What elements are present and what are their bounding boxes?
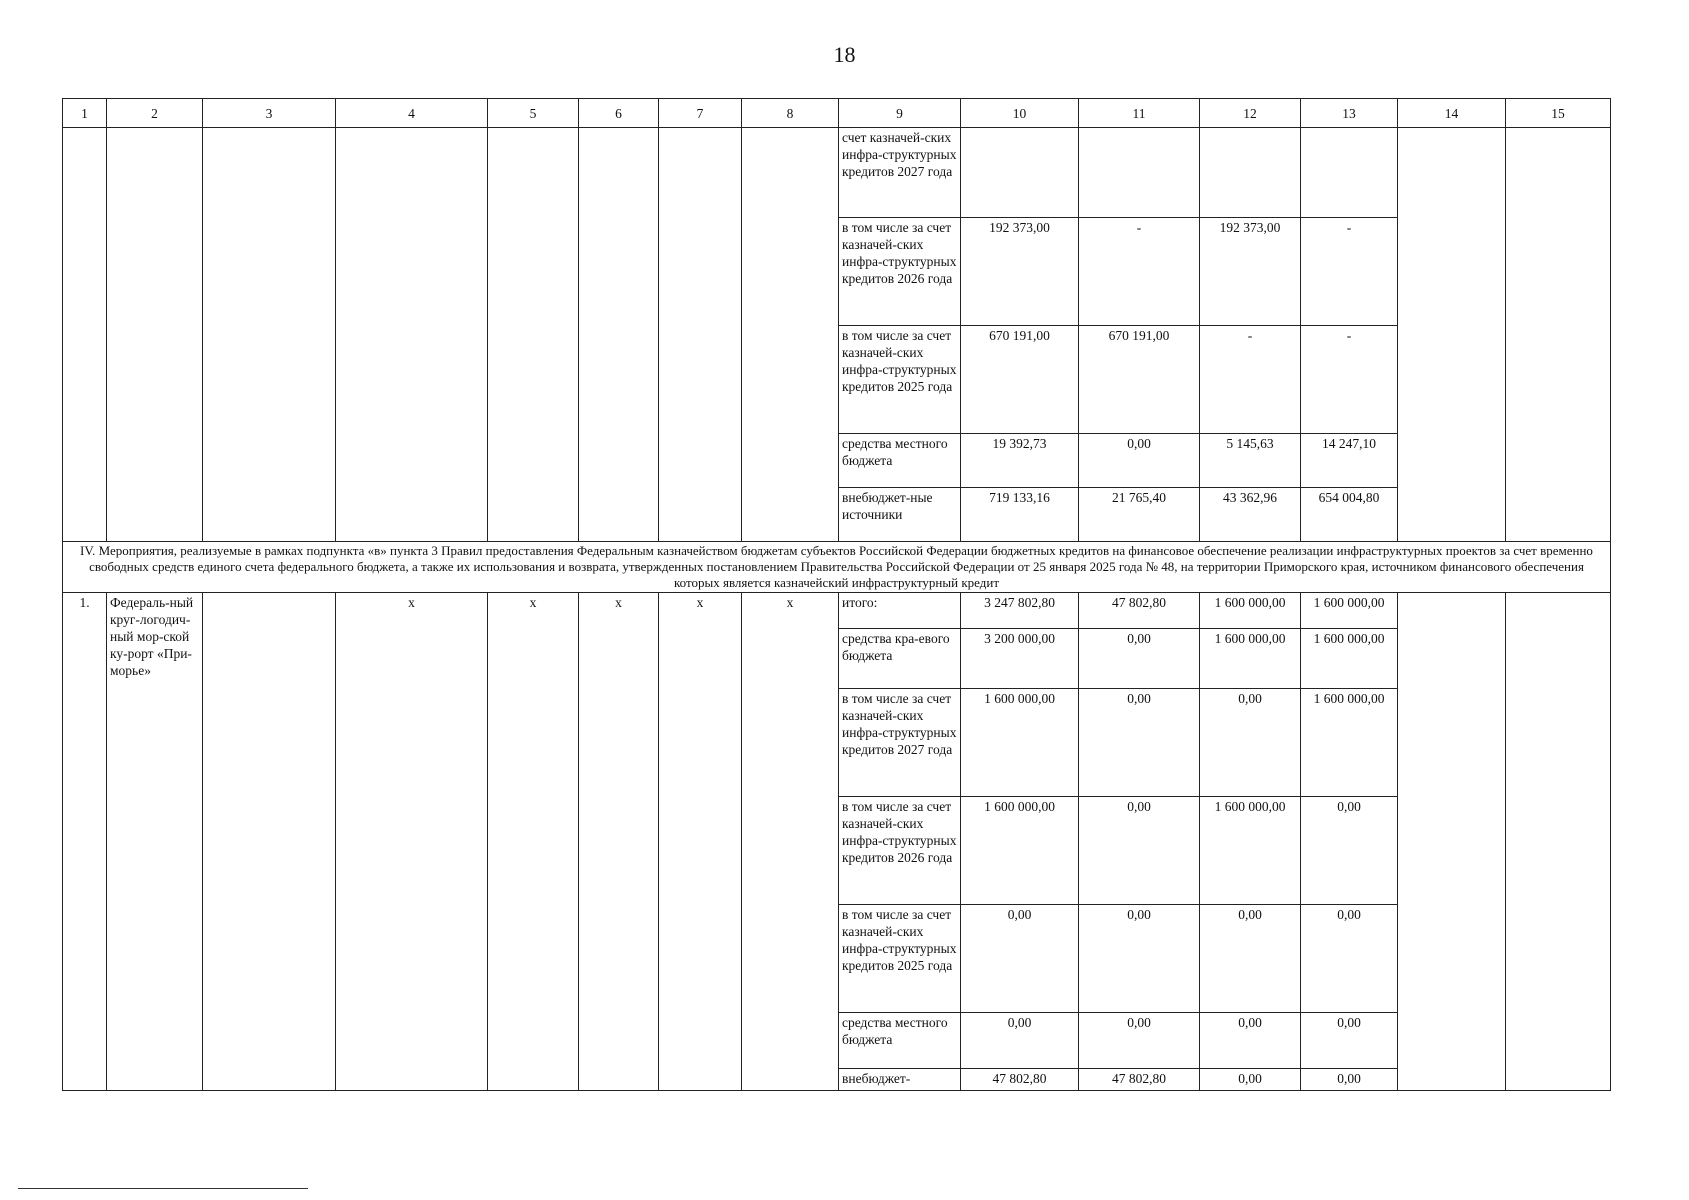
funding-source: средства кра-евого бюджета [839, 629, 961, 689]
funding-source: средства местного бюджета [839, 1013, 961, 1069]
amount-total: 719 133,16 [961, 488, 1079, 542]
item-col-7: x [659, 593, 742, 1091]
column-header: 9 [839, 99, 961, 128]
amount-2025: 0,00 [1079, 629, 1200, 689]
page-number: 18 [833, 42, 856, 67]
column-header: 11 [1079, 99, 1200, 128]
column-header: 4 [336, 99, 488, 128]
funding-source: в том числе за счет казначей-ских инфра-структурных кредитов 2026 года [839, 797, 961, 905]
section-row [63, 542, 1611, 593]
funding-source: итого: [839, 593, 961, 629]
table-row [63, 128, 1611, 218]
funding-source: в том числе за счет казначей-ских инфра-структурных кредитов 2027 года [839, 689, 961, 797]
section-title: IV. Мероприятия, реализуемые в рамках подпункта «в» пункта 3 Правил предоставления Федеральным казначейством бюджетам субъектов Российской Федерации бюджетных кредитов на финансовое обеспечение реализации инфраструктурных проектов за счет временно свободных средств единого счета федерального бюджета, а также их использования и возврата, утвержденных постановлением Правительства Российской Федерации от 25 января 2025 года № 48, на территории Приморского края, источником финансового обеспечения которых является казначейский инфраструктурный кредит [63, 542, 1611, 593]
amount-2026: 1 600 000,00 [1200, 593, 1301, 629]
amount-2026: 0,00 [1200, 1013, 1301, 1069]
amount-2025: 21 765,40 [1079, 488, 1200, 542]
amount-2027: 0,00 [1301, 1069, 1398, 1091]
amount-2025: 0,00 [1079, 797, 1200, 905]
empty-cell [1398, 128, 1506, 542]
footnote-divider [18, 1188, 308, 1189]
amount-2025: 670 191,00 [1079, 326, 1200, 434]
amount-2027: 0,00 [1301, 797, 1398, 905]
column-header: 3 [203, 99, 336, 128]
funding-source: счет казначей-ских инфра-структурных кредитов 2027 года [839, 128, 961, 218]
amount-total: 192 373,00 [961, 218, 1079, 326]
amount-2026: 5 145,63 [1200, 434, 1301, 488]
item-number: 1. [63, 593, 107, 1091]
amount-2025: - [1079, 218, 1200, 326]
amount-2027: 1 600 000,00 [1301, 689, 1398, 797]
column-header: 2 [107, 99, 203, 128]
amount-2027: 654 004,80 [1301, 488, 1398, 542]
funding-source: в том числе за счет казначей-ских инфра-структурных кредитов 2025 года [839, 326, 961, 434]
table-row [63, 593, 1611, 629]
funding-source: внебюджет-ные источники [839, 488, 961, 542]
amount-2025: 0,00 [1079, 905, 1200, 1013]
amount-total: 1 600 000,00 [961, 689, 1079, 797]
amount-total: 670 191,00 [961, 326, 1079, 434]
item-name: Федераль-ный круг-логодич-ный мор-ской ку-рорт «При-морье» [107, 593, 203, 1091]
amount-total: 19 392,73 [961, 434, 1079, 488]
amount-2025: 47 802,80 [1079, 593, 1200, 629]
amount-2026: 43 362,96 [1200, 488, 1301, 542]
empty-cell [1506, 593, 1611, 1091]
amount-total [961, 128, 1079, 218]
amount-2026: 1 600 000,00 [1200, 797, 1301, 905]
amount-2026: 0,00 [1200, 1069, 1301, 1091]
amount-2026: 1 600 000,00 [1200, 629, 1301, 689]
amount-2026: 192 373,00 [1200, 218, 1301, 326]
funding-source: в том числе за счет казначей-ских инфра-структурных кредитов 2025 года [839, 905, 961, 1013]
empty-cell [107, 128, 203, 542]
item-col-8: x [742, 593, 839, 1091]
amount-2027: 0,00 [1301, 1013, 1398, 1069]
column-header: 8 [742, 99, 839, 128]
amount-2026 [1200, 128, 1301, 218]
amount-2027: 0,00 [1301, 905, 1398, 1013]
column-header: 15 [1506, 99, 1611, 128]
column-header: 13 [1301, 99, 1398, 128]
column-header: 5 [488, 99, 579, 128]
item-col-4: x [336, 593, 488, 1091]
column-header: 14 [1398, 99, 1506, 128]
empty-cell [1506, 128, 1611, 542]
empty-cell [579, 128, 659, 542]
amount-2026: 0,00 [1200, 689, 1301, 797]
amount-total: 1 600 000,00 [961, 797, 1079, 905]
amount-2027: 1 600 000,00 [1301, 593, 1398, 629]
funding-source: средства местного бюджета [839, 434, 961, 488]
column-header: 12 [1200, 99, 1301, 128]
empty-cell [659, 128, 742, 542]
empty-cell [1398, 593, 1506, 1091]
empty-cell [63, 128, 107, 542]
amount-2025: 0,00 [1079, 1013, 1200, 1069]
amount-total: 3 247 802,80 [961, 593, 1079, 629]
empty-cell [488, 128, 579, 542]
amount-2027: - [1301, 326, 1398, 434]
empty-cell [336, 128, 488, 542]
amount-total: 3 200 000,00 [961, 629, 1079, 689]
amount-2025: 0,00 [1079, 434, 1200, 488]
column-header: 10 [961, 99, 1079, 128]
amount-total: 0,00 [961, 1013, 1079, 1069]
amount-total: 0,00 [961, 905, 1079, 1013]
column-header: 7 [659, 99, 742, 128]
column-header: 6 [579, 99, 659, 128]
item-col-6: x [579, 593, 659, 1091]
budget-table [62, 98, 1611, 1091]
empty-cell [203, 593, 336, 1091]
column-number-row [63, 99, 1611, 128]
amount-2026: - [1200, 326, 1301, 434]
amount-2027: - [1301, 218, 1398, 326]
empty-cell [742, 128, 839, 542]
item-col-5: x [488, 593, 579, 1091]
amount-2027: 14 247,10 [1301, 434, 1398, 488]
amount-2025: 47 802,80 [1079, 1069, 1200, 1091]
column-header: 1 [63, 99, 107, 128]
amount-total: 47 802,80 [961, 1069, 1079, 1091]
amount-2027: 1 600 000,00 [1301, 629, 1398, 689]
amount-2025: 0,00 [1079, 689, 1200, 797]
amount-2027 [1301, 128, 1398, 218]
amount-2026: 0,00 [1200, 905, 1301, 1013]
amount-2025 [1079, 128, 1200, 218]
funding-source: в том числе за счет казначей-ских инфра-структурных кредитов 2026 года [839, 218, 961, 326]
funding-source: внебюджет- [839, 1069, 961, 1091]
empty-cell [203, 128, 336, 542]
